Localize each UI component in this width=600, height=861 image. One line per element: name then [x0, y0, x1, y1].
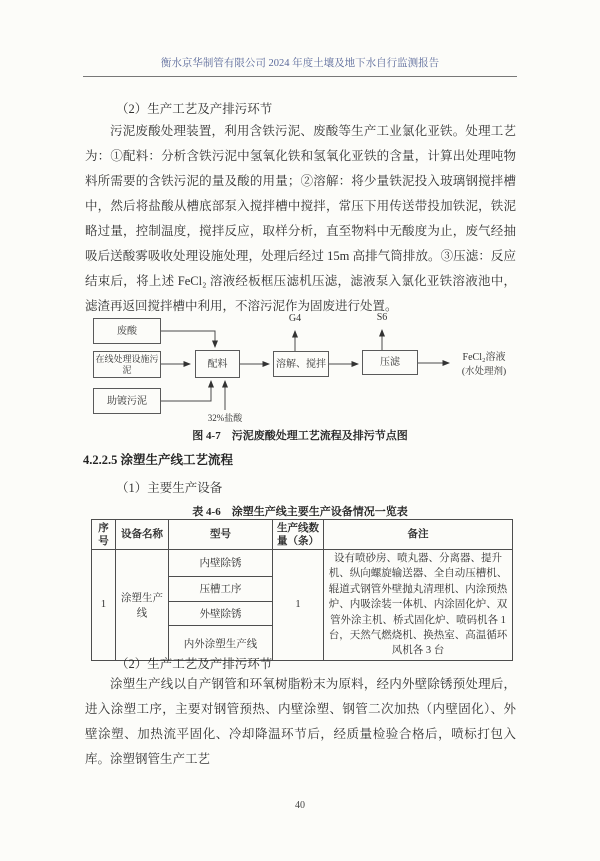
cell-model-4: 内外涂塑生产线	[169, 626, 273, 661]
cell-remark: 设有喷砂房、喷丸器、分离器、提升机、纵向螺旋输送器、全自动压槽机、辊道式钢管外壁抛丸清理机、内涂预热炉、内吸涂装一体机、内涂固化炉、双管外涂主机、桥式固化炉、喷码机各 1 台，天然气燃烧机、换热室、高温循环风机各 3 台	[324, 550, 513, 661]
output-label-line2: (水处理剂)	[461, 367, 507, 377]
flow-box-online-treatment-sludge: 在线处理设施污泥	[93, 351, 161, 378]
paragraph-coating-process: 涂塑生产线以自产钢管和环氧树脂粉末为原料，经内外壁除锈预处理后，进入涂塑工序，主要对钢管预热、内壁涂塑、钢管二次加热（内壁固化）、外壁涂塑、加热流平固化、冷却降温环节后，经质量检验合格后，喷标打包入库。涂塑钢管生产工艺	[85, 677, 516, 766]
col-header-model: 型号	[169, 520, 273, 550]
table-row	[92, 550, 513, 577]
flow-box-batching: 配料	[195, 350, 240, 378]
table-header-row	[92, 520, 513, 550]
page-number: 40	[295, 800, 305, 811]
cell-line-count: 1	[273, 550, 324, 661]
equipment-table	[91, 519, 513, 661]
paragraph-sludge-acid-process: 污泥废酸处理装置，利用含铁污泥、废酸等生产工业氯化亚铁。处理工艺为：①配料：分析含铁污泥中氢氧化铁和氢氧化亚铁的含量，计算出处理吨物料所需要的含铁污泥的量及酸的用量；②溶解：将少量铁泥投入玻璃钢搅拌槽中，然后将盐酸从槽底部泵入搅拌槽中搅拌，常压下用传送带投加铁泥，铁泥略过量，控制温度，搅拌反应，取样分析，直至物料中无酸度为止，废气经抽吸后送酸雾吸收处理设施处理，处理后经过 15m 高排气筒排放。③压滤：反应结束后，将上述 FeCl₂ 溶液经板框压滤机压滤，滤液泵入氯化亚铁溶液池中，滤渣再返回搅拌槽中利用，不溶污泥作为固废进行处置。	[85, 124, 516, 313]
emission-label-g4: G4	[288, 313, 302, 324]
figure-caption-4-7: 图 4-7 污泥废酸处理工艺流程及排污节点图	[192, 430, 408, 442]
output-label	[453, 348, 515, 377]
header-divider	[83, 76, 517, 77]
cell-model-2: 压槽工序	[169, 576, 273, 601]
flow-box-waste-acid: 废酸	[93, 318, 161, 344]
flow-box-filter-press: 压滤	[362, 350, 418, 375]
cell-no: 1	[92, 550, 116, 661]
table-caption-4-6: 表 4-6 涂塑生产线主要生产设备情况一览表	[192, 506, 408, 518]
cell-model-3: 外壁除锈	[169, 601, 273, 625]
report-running-header: 衡水京华制管有限公司 2024 年度土壤及地下水自行监测报告	[160, 58, 440, 69]
cell-model-1: 内壁除锈	[169, 550, 273, 577]
acid-feed-label: 32%盐酸	[207, 413, 243, 423]
section-heading-4-2-2-5: 4.2.2.5 涂塑生产线工艺流程	[83, 453, 234, 467]
subsection-heading-equipment: （1）主要生产设备	[116, 481, 223, 495]
col-header-remark: 备注	[324, 520, 513, 550]
subsection-heading-process-1: （2）生产工艺及产排污环节	[116, 102, 273, 116]
flow-box-plating-aid-sludge: 助镀污泥	[93, 388, 161, 414]
col-header-device-name: 设备名称	[116, 520, 169, 550]
col-header-no: 序号	[92, 520, 116, 550]
flow-diagram-sludge-acid	[85, 310, 515, 428]
cell-device-name: 涂塑生产线	[116, 550, 169, 661]
output-label-line1: FeCl₂溶液	[462, 352, 506, 363]
emission-label-s6: S6	[376, 312, 388, 323]
col-header-line-count: 生产线数量（条）	[273, 520, 324, 550]
subsection-heading-process-2: （2）生产工艺及产排污环节	[116, 657, 273, 671]
flow-box-dissolve-stir: 溶解、搅拌	[273, 351, 329, 377]
